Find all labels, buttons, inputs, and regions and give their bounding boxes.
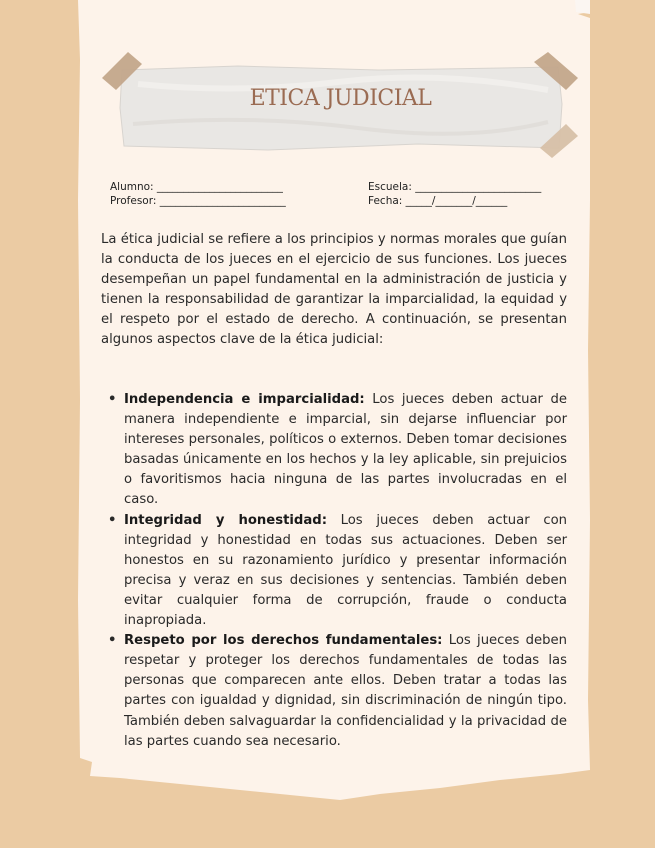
key-aspects-list (104, 390, 567, 752)
bullet-icon: • (108, 633, 117, 649)
bullet-icon: • (108, 512, 117, 528)
item-text: Los jueces deben actuar de manera independiente e imparcial, sin dejarse influenciar por intereses personales, políticos o externos. Deben tomar decisiones basadas únicamente en los hechos y la ley aplicable, sin prejuicios o favoritismos hacia ninguna de las partes involucradas en el caso. (124, 392, 567, 508)
tape-bottom-right (536, 122, 582, 162)
item-text: Los jueces deben actuar con integridad y honestidad en todas sus actuaciones. Deben ser honestos en su razonamiento jurídico y presentar información precisa y veraz en sus decisiones y sentencias. También deben evitar cualquier forma de corrupción, fraude o conducta inapropiada. (124, 512, 567, 629)
profesor-field: Profesor: ________________________ (110, 195, 286, 207)
item-heading: Respeto por los derechos fundamentales: (124, 633, 443, 649)
page-title: ETICA JUDICIAL (249, 86, 432, 111)
item-text: Los jueces deben respetar y proteger los derechos fundamentales de todas las personas que comparecen ante ellos. Deben tratar a todas las partes con igualdad y dignidad, sin discriminación de ningún tipo. También deben salvaguardar la confidencialidad y la privacidad de las partes cuando sea necesario. (124, 633, 567, 749)
escuela-field: Escuela: ________________________ (368, 181, 542, 193)
list-item (104, 511, 567, 632)
intro-paragraph: La ética judicial se refiere a los principios y normas morales que guían la conducta de los jueces en el ejercicio de sus funciones. Los jueces desempeñan un papel fundamental en la administración de justicia y tienen la responsabilidad de garantizar la imparcialidad, la equidad y el respeto por el estado de derecho. A continuación, se presentan algunos aspectos clave de la ética judicial: (101, 232, 567, 348)
item-heading: Independencia e imparcialidad: (124, 392, 365, 407)
bullet-icon: • (108, 392, 117, 407)
list-item (104, 390, 567, 511)
alumno-field: Alumno: ________________________ (110, 181, 283, 193)
list-item (104, 631, 567, 752)
item-heading: Integridad y honestidad: (124, 512, 327, 528)
fecha-field: Fecha: _____/_______/______ (368, 195, 508, 207)
